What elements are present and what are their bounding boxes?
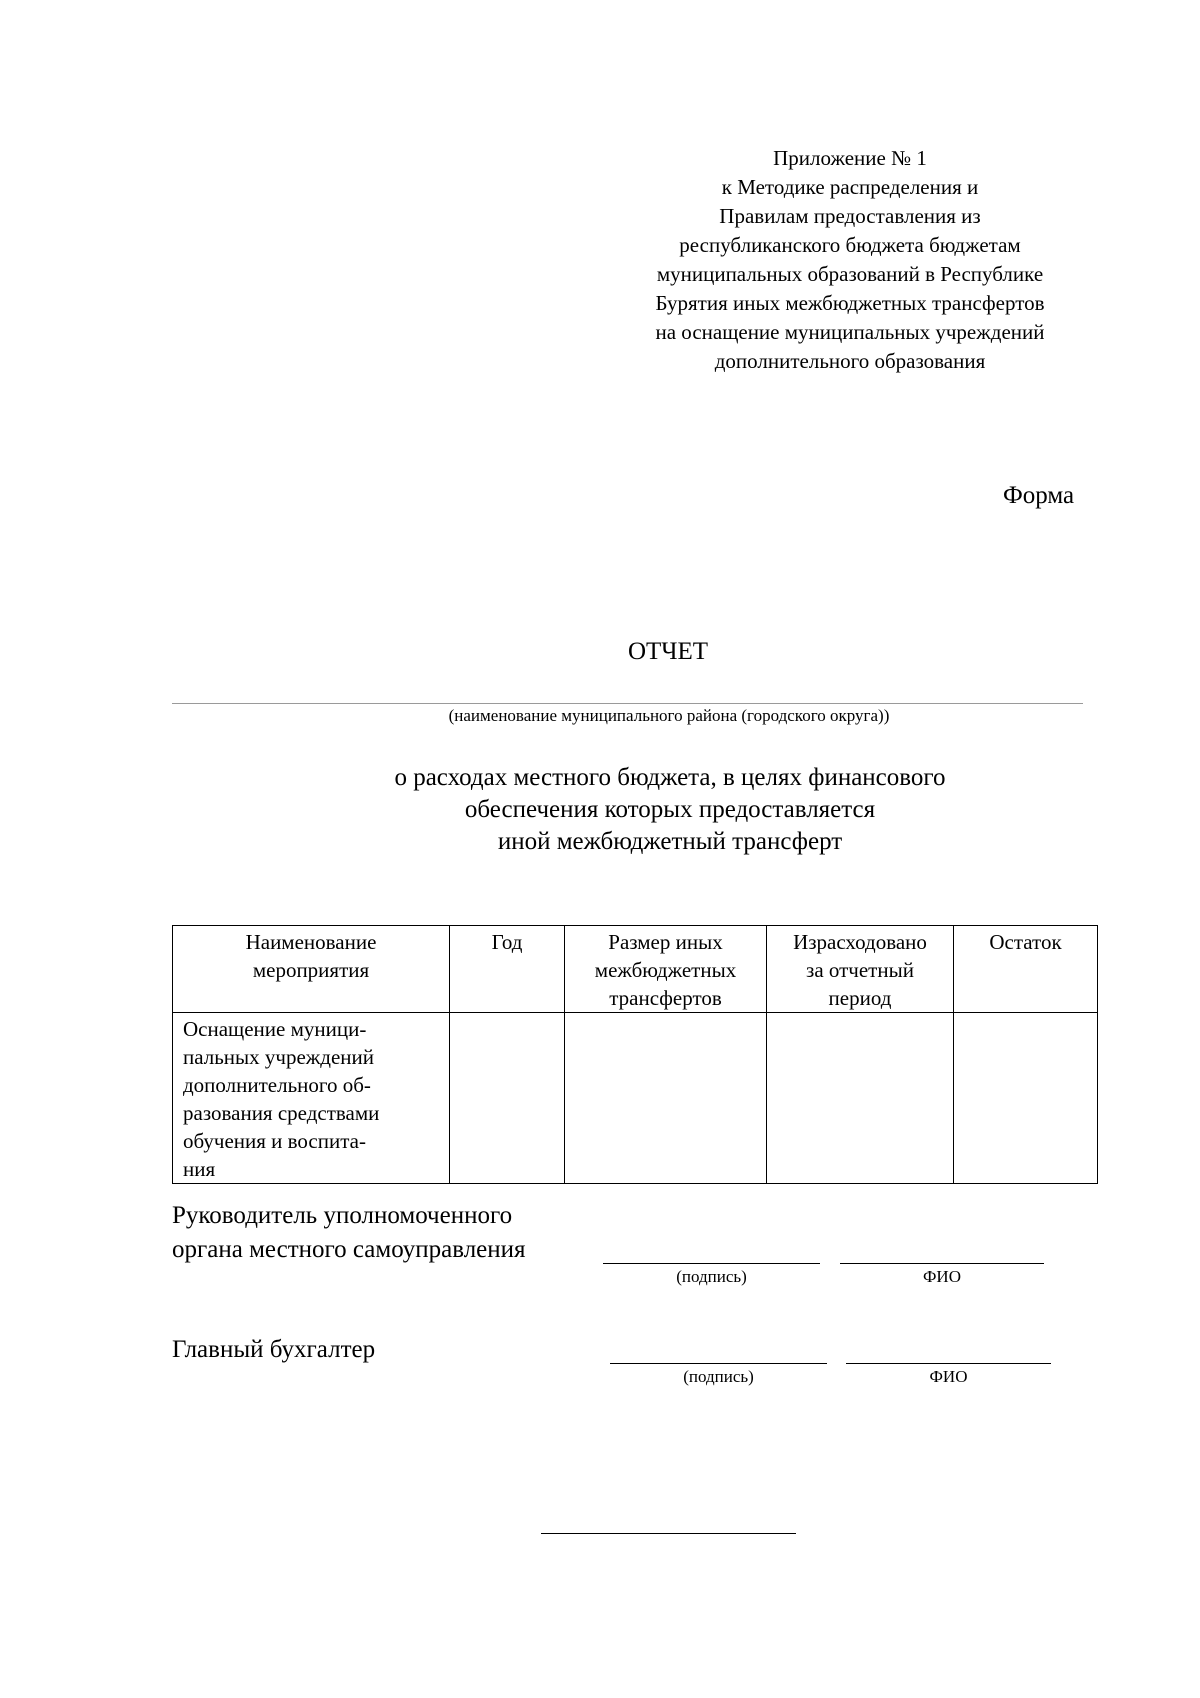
role-line: органа местного самоуправления bbox=[172, 1236, 526, 1263]
appendix-reference bbox=[610, 144, 1090, 376]
role-line: Руководитель уполномоченного bbox=[172, 1202, 513, 1229]
municipality-caption: (наименование муниципального района (городского округа)) bbox=[448, 706, 890, 725]
cell-line: обучения и воспита- bbox=[183, 1129, 366, 1153]
table-row bbox=[173, 1013, 1098, 1184]
report-title: ОТЧЕТ bbox=[627, 638, 709, 665]
accountant-fio-caption: ФИО bbox=[929, 1367, 968, 1386]
header-year bbox=[450, 926, 565, 1013]
appendix-line: на оснащение муниципальных учреждений bbox=[655, 320, 1045, 344]
head-signature-caption: (подпись) bbox=[676, 1267, 747, 1286]
report-table bbox=[172, 925, 1098, 1184]
appendix-line: Бурятия иных межбюджетных трансфертов bbox=[655, 291, 1045, 315]
cell-line: Оснащение муници- bbox=[183, 1017, 367, 1041]
cell-line: дополнительного об- bbox=[183, 1073, 371, 1097]
form-label: Форма bbox=[1003, 482, 1075, 509]
header-transfer-amount bbox=[565, 926, 767, 1013]
head-role bbox=[172, 1199, 526, 1267]
cell-event-name bbox=[173, 1013, 450, 1184]
appendix-line: к Методике распределения и bbox=[721, 175, 979, 199]
header-line: мероприятия bbox=[252, 958, 370, 982]
header-line: за отчетный bbox=[806, 958, 914, 982]
subtitle-line: обеспечения которых предоставляется bbox=[464, 796, 876, 823]
accountant-fio-line[interactable] bbox=[846, 1363, 1051, 1364]
subtitle-line: о расходах местного бюджета, в целях финансового bbox=[394, 764, 946, 791]
cell-transfer-amount[interactable] bbox=[565, 1013, 767, 1184]
role-line: Главный бухгалтер bbox=[172, 1336, 376, 1363]
appendix-line: муниципальных образований в Республике bbox=[656, 262, 1044, 286]
appendix-line: республиканского бюджета бюджетам bbox=[679, 233, 1021, 257]
header-line: Остаток bbox=[989, 930, 1062, 954]
header-line: Наименование bbox=[245, 930, 377, 954]
accountant-signature-caption: (подпись) bbox=[683, 1367, 754, 1386]
cell-line: ния bbox=[183, 1157, 216, 1181]
table-header-row bbox=[173, 926, 1098, 1013]
municipality-name-line[interactable] bbox=[172, 703, 1083, 704]
appendix-line: дополнительного образования bbox=[714, 349, 986, 373]
report-subtitle bbox=[300, 762, 1040, 858]
cell-year[interactable] bbox=[450, 1013, 565, 1184]
closing-divider bbox=[541, 1533, 796, 1534]
cell-line: разования средствами bbox=[183, 1101, 380, 1125]
header-spent bbox=[767, 926, 954, 1013]
subtitle-line: иной межбюджетный трансферт bbox=[497, 828, 843, 855]
head-fio-caption: ФИО bbox=[923, 1267, 961, 1286]
appendix-line: Правилам предоставления из bbox=[719, 204, 981, 228]
header-line: период bbox=[828, 986, 892, 1010]
accountant-role bbox=[172, 1333, 375, 1367]
cell-line: пальных учреждений bbox=[183, 1045, 375, 1069]
head-fio-line[interactable] bbox=[840, 1263, 1044, 1264]
cell-remainder[interactable] bbox=[954, 1013, 1098, 1184]
accountant-signature-line[interactable] bbox=[610, 1363, 827, 1364]
header-event-name bbox=[173, 926, 450, 1013]
appendix-line: Приложение № 1 bbox=[773, 146, 927, 170]
cell-spent[interactable] bbox=[767, 1013, 954, 1184]
header-line: Размер иных bbox=[608, 930, 723, 954]
header-line: межбюджетных bbox=[594, 958, 737, 982]
header-line: Год bbox=[491, 930, 523, 954]
header-line: трансфертов bbox=[609, 986, 722, 1010]
header-remainder bbox=[954, 926, 1098, 1013]
header-line: Израсходовано bbox=[793, 930, 927, 954]
head-signature-line[interactable] bbox=[603, 1263, 820, 1264]
